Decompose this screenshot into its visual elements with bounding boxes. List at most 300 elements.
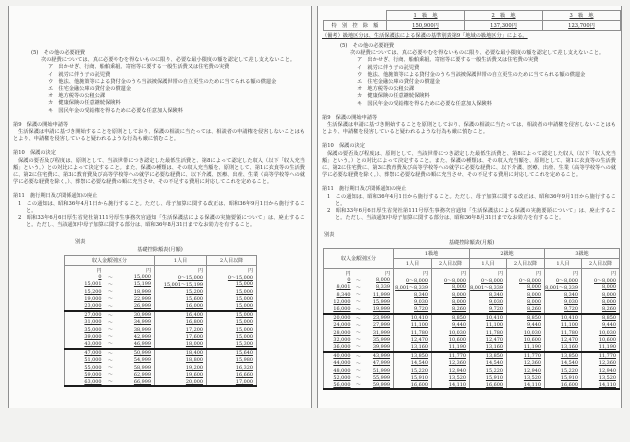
- grade3-second-person: 8,000: [582, 291, 620, 298]
- deduction-row: [65, 326, 257, 333]
- income-from: 48,000: [333, 367, 351, 374]
- tilde: 〜: [356, 277, 361, 284]
- appendix-old: [13, 239, 305, 387]
- deduction-row: [324, 322, 620, 329]
- grade1-first-person: 0〜8,000: [394, 277, 432, 284]
- grade2-second-person: 11,770: [507, 352, 545, 360]
- income-from: 47,000: [84, 350, 102, 357]
- income-to: 23,999: [372, 315, 391, 322]
- deduction-row: [65, 281, 257, 288]
- grade3-second-person: 13,520: [582, 374, 620, 381]
- grade-header-row: [324, 249, 620, 259]
- grade1-second-person: 14,110: [432, 381, 470, 389]
- corner-cell: [324, 11, 387, 21]
- section-other-expenses: [13, 50, 305, 115]
- grade1-second-person: 11,190: [432, 343, 470, 351]
- body-text-old: [13, 50, 305, 229]
- expense-item: ウ 他法、他施策等による貸付金のうち当該被保護世帯の自立更生のために当てられる額の償還金: [357, 71, 586, 78]
- tilde: 〜: [108, 281, 113, 288]
- income-from: 44,000: [333, 360, 351, 367]
- section-11: [13, 193, 305, 229]
- section-11-item-1: 1 この通知は、昭和36年4月1日から施行すること。ただし、母子加算に関する改正は、昭和36年9月1日から施行すること。: [18, 200, 305, 214]
- grade1-first-person: 12,470: [394, 336, 432, 343]
- grade3-second-person: 9,440: [582, 322, 620, 329]
- tilde: 〜: [356, 337, 361, 344]
- expense-item: エ 住宅金融公庫の貸付金の償還金: [48, 86, 132, 93]
- tilde: 〜: [108, 327, 113, 334]
- item5-title: その他の必要経費: [352, 43, 395, 49]
- grade1-second-person: 8,000: [432, 298, 470, 305]
- unit-yen: 円: [470, 269, 507, 277]
- income-from: 28,000: [333, 329, 351, 336]
- grade1-first-person: 8,001〜8,339: [394, 284, 432, 291]
- grade1-second-person: 13,520: [432, 374, 470, 381]
- special-deduction-grade-1: 150,900円: [387, 21, 465, 31]
- deduction-row: [65, 288, 257, 295]
- deduction-second-person: 15,300: [207, 340, 257, 348]
- grade2-first-person: 14,540: [470, 360, 507, 367]
- tilde: 〜: [108, 350, 113, 357]
- basic-deduction-table-old: [64, 255, 257, 387]
- income-to: 18,999: [133, 288, 152, 295]
- special-deduction-grade-3: 123,700円: [543, 21, 621, 31]
- grade1-second-person: 0〜8,000: [432, 277, 470, 284]
- grade2-second-person: 8,000: [507, 298, 545, 305]
- grade3-first-person: 8,001〜8,339: [545, 284, 582, 291]
- grade3-second-person: 8,850: [582, 314, 620, 322]
- income-from: 36,000: [324, 343, 354, 351]
- deduction-row: [324, 277, 620, 284]
- basic-deduction-table-new: [323, 248, 620, 390]
- table-body: [324, 277, 620, 390]
- unit-row: [324, 269, 620, 277]
- income-to: 35,999: [372, 336, 391, 343]
- deduction-second-person: 17,000: [207, 378, 257, 386]
- table-body: [65, 274, 257, 387]
- appendix-new: [322, 232, 616, 390]
- item5-label: (5): [31, 50, 39, 56]
- income-from: 27,000: [84, 312, 102, 319]
- income-to: 42,999: [133, 333, 152, 340]
- deduction-second-person: 15,000: [207, 311, 257, 319]
- income-from: 15,001: [84, 281, 102, 288]
- tilde: 〜: [108, 334, 113, 341]
- section-10-body: 保護の要否及び程度は、原則として、当該世帯につき認定した最低生活費と、第8によって認定した収入（以下「収入充当額」という。）との対比によって決定すること。また、保護の種類は、その収入充当額を、原則として、第1に衣食等の生活費に、第2に住宅費に、第3に教育費及び高等学校等への就学に必要な経費に、以下介護、医療、出産、生業（高等学校等への就学に必要な経費を除く。）、葬祭に必要な経費の順に充当させ、その不足する費用に対応してこれを定めること。: [13, 157, 305, 186]
- expense-item: オ 地方税等の公租公課: [357, 86, 415, 93]
- item5-label: (5): [340, 43, 348, 49]
- special-deduction-table: [323, 10, 621, 31]
- grade2-second-person: 8,260: [507, 305, 545, 313]
- tilde: 〜: [356, 368, 361, 374]
- tilde: 〜: [105, 302, 117, 310]
- grade1-second-person: 8,850: [432, 314, 470, 322]
- grade2-first-person: 9,030: [470, 298, 507, 305]
- expense-item: オ 地方税等の公租公課: [48, 93, 106, 100]
- grade3-first-person: 13,160: [545, 343, 582, 351]
- income-to: 11,999: [372, 291, 391, 298]
- income-to: 46,999: [117, 340, 155, 348]
- deduction-first-person: 0〜15,000: [155, 274, 207, 281]
- grade2-second-person: 10,600: [507, 336, 545, 343]
- grade1-second-person: 10,030: [432, 329, 470, 336]
- header-first-person: 1人目: [470, 259, 507, 269]
- income-to: 22,999: [133, 295, 152, 302]
- item5-title: その他の必要経費: [43, 50, 86, 56]
- grade2-first-person: 10,410: [470, 314, 507, 322]
- deduction-row: [324, 284, 620, 291]
- deduction-second-person: 15,000: [207, 281, 257, 288]
- deduction-second-person: 15,000: [207, 302, 257, 310]
- grade3-first-person: 9,030: [545, 298, 582, 305]
- grade3-second-person: 12,360: [582, 360, 620, 367]
- income-to: 55,999: [372, 374, 391, 381]
- income-from: 43,000: [65, 340, 105, 348]
- tilde: 〜: [356, 330, 361, 337]
- deduction-first-person: 20,000: [155, 378, 207, 386]
- deduction-row: [65, 319, 257, 326]
- grade2-second-person: 8,000: [507, 284, 545, 291]
- section-11-item-2: 2 昭和33年6月6日厚生省発社第111号厚生事務次官通知「生活保護法による保護の実施要領について」は、廃止すること。ただし、当該通知中母子加算に関する部分は、昭和36年8月31日までなお効力を有すること。: [327, 208, 616, 222]
- income-from: 39,000: [84, 333, 102, 340]
- deduction-row: [324, 374, 620, 381]
- section-9-title: 第9 保護の開始申請等: [13, 121, 69, 128]
- income-from: 24,000: [333, 322, 351, 329]
- income-from: 23,000: [65, 302, 105, 310]
- expense-item: カ 健康保険の任意継続保険料: [48, 100, 121, 107]
- deduction-second-person: 15,640: [207, 349, 257, 357]
- income-to: 66,999: [117, 378, 155, 386]
- grade3-first-person: 0〜8,000: [545, 277, 582, 284]
- grade2-second-person: 14,110: [507, 381, 545, 389]
- special-deduction-row: [324, 21, 621, 31]
- grade1-first-person: 15,910: [394, 374, 432, 381]
- deduction-first-person: 15,001〜15,199: [155, 281, 207, 288]
- deduction-row: [324, 343, 620, 351]
- grade3-second-person: 8,000: [582, 298, 620, 305]
- deduction-row: [65, 371, 257, 378]
- income-from: 0: [98, 274, 102, 281]
- header-first-person: 1人目: [155, 256, 207, 266]
- grade2-first-person: 13,160: [470, 343, 507, 351]
- tilde: 〜: [356, 375, 361, 382]
- section-9-body: 生活保護は申請に基づき開始することを原則としており、保護の相談に当たっては、相談者の申請権を侵害しないことはもとより、申請権を侵害していると疑われるような行為も厳に慎むこと。: [13, 129, 305, 143]
- tilde: 〜: [356, 284, 361, 291]
- income-to: 30,999: [133, 312, 152, 319]
- income-from: 19,000: [84, 295, 102, 302]
- tilde: 〜: [108, 274, 113, 281]
- deduction-row: [65, 311, 257, 319]
- income-to: 43,999: [372, 353, 391, 360]
- body-text-new: [322, 43, 616, 222]
- header-row: [65, 256, 257, 266]
- deduction-first-person: 16,000: [155, 302, 207, 310]
- deduction-row: [65, 364, 257, 371]
- expense-item-list: [322, 57, 616, 107]
- grade3-second-person: 8,260: [582, 305, 620, 313]
- grade3-second-person: 11,190: [582, 343, 620, 351]
- grade2-first-person: 11,100: [470, 322, 507, 329]
- item5-intro: 次の経費については、真に必要やむを得ないものに限り、必要な最小限度の額を認定して差し支えないこと。: [350, 50, 605, 57]
- grade3-second-person: 0〜8,000: [582, 277, 620, 284]
- deduction-second-person: 15,000: [207, 333, 257, 340]
- deduction-first-person: 16,400: [155, 311, 207, 319]
- tilde: 〜: [356, 299, 361, 306]
- section-11-item-1: 1 この通知は、昭和36年4月1日から施行すること。ただし、母子加算に関する改正は、昭和36年9月1日から施行すること。: [327, 193, 616, 207]
- grade1-first-person: 9,030: [394, 298, 432, 305]
- deduction-row: [324, 360, 620, 367]
- grade2-second-person: 13,520: [507, 374, 545, 381]
- grade1-first-person: 14,540: [394, 360, 432, 367]
- grade2-second-person: 8,000: [507, 291, 545, 298]
- income-from: 20,000: [333, 315, 351, 322]
- grade3-second-person: 8,000: [582, 284, 620, 291]
- grade1-first-person: 13,160: [394, 343, 432, 351]
- deduction-table-title: 基礎控除額表(月額): [137, 247, 183, 254]
- tilde: 〜: [356, 353, 361, 360]
- grade1-first-person: 10,410: [394, 314, 432, 322]
- income-to: 15,999: [372, 298, 391, 305]
- tilde: 〜: [354, 381, 364, 389]
- tilde: 〜: [354, 343, 364, 351]
- grade3-second-person: 10,600: [582, 336, 620, 343]
- grade2-first-person: 8,001〜8,339: [470, 284, 507, 291]
- income-to: 8,339: [376, 284, 391, 291]
- tilde: 〜: [356, 292, 361, 299]
- grade3-second-person: 10,030: [582, 329, 620, 336]
- grade2-first-person: 12,470: [470, 336, 507, 343]
- expense-item: イ 就労に伴う子の託児費: [48, 71, 111, 78]
- grade1-first-person: 11,780: [394, 329, 432, 336]
- appendix-label: 別表: [75, 239, 86, 246]
- grade2-second-person: 12,360: [507, 360, 545, 367]
- unit-yen: 円: [432, 269, 470, 277]
- deduction-row: [65, 349, 257, 357]
- unit-yen: 円: [345, 270, 351, 277]
- deduction-second-person: 0〜15,000: [207, 274, 257, 281]
- grade1-second-person: 8,260: [432, 305, 470, 313]
- grade1-first-person: 9,720: [394, 305, 432, 313]
- grade2-second-person: 0〜8,000: [507, 277, 545, 284]
- header-first-person: 1人目: [545, 259, 582, 269]
- deduction-first-person: 17,200: [155, 326, 207, 333]
- grade-3-header: 3級地: [545, 249, 620, 259]
- deduction-second-person: 15,980: [207, 357, 257, 364]
- deduction-row: [65, 274, 257, 281]
- unit-yen: 円: [146, 267, 152, 274]
- deduction-first-person: 15,200: [155, 288, 207, 295]
- deduction-first-person: 17,600: [155, 333, 207, 340]
- income-from: 59,000: [84, 371, 102, 378]
- unit-yen: 円: [207, 266, 257, 274]
- grade1-first-person: 8,340: [394, 291, 432, 298]
- header-second-person: 2人目以降: [507, 259, 545, 269]
- section-11: [322, 186, 616, 222]
- grade-1-header: 1級地: [394, 249, 470, 259]
- special-deduction-grade-2: 137,300円: [465, 21, 543, 31]
- income-from: 35,000: [84, 326, 102, 333]
- income-to: 62,999: [133, 371, 152, 378]
- income-from: 16,000: [324, 305, 354, 313]
- income-from: 8,001: [336, 284, 351, 291]
- income-from: 12,000: [333, 298, 351, 305]
- deduction-second-person: 15,000: [207, 288, 257, 295]
- section-10: [322, 143, 616, 179]
- section-9: [13, 122, 305, 144]
- grade2-first-person: 0〜8,000: [470, 277, 507, 284]
- tilde: 〜: [108, 357, 113, 364]
- income-from: 40,000: [333, 353, 351, 360]
- section-9: [322, 115, 616, 137]
- grade2-first-person: 13,850: [470, 352, 507, 360]
- deduction-first-person: 18,400: [155, 349, 207, 357]
- grade3-first-person: 10,410: [545, 314, 582, 322]
- grade1-second-person: 10,600: [432, 336, 470, 343]
- header-income-range: 収入金額別区分: [324, 249, 394, 269]
- income-to: 38,999: [133, 326, 152, 333]
- header-first-person: 1人目: [394, 259, 432, 269]
- tilde: 〜: [356, 360, 361, 367]
- income-from: 31,000: [84, 319, 102, 326]
- income-from: 52,000: [333, 374, 351, 381]
- tilde: 〜: [108, 372, 113, 379]
- income-to: 19,999: [364, 305, 394, 313]
- tilde: 〜: [108, 365, 113, 371]
- grade-1-header: 1 級 地: [387, 11, 465, 21]
- deduction-first-person: 15,600: [155, 295, 207, 302]
- grade2-second-person: 8,850: [507, 314, 545, 322]
- income-from: 8,340: [336, 291, 351, 298]
- expense-item: ア 出かせぎ、行商、船舶乗組、寄宿等に要する一般生活費又は住宅費の実費: [48, 64, 230, 71]
- deduction-row: [65, 295, 257, 302]
- grade2-first-person: 8,340: [470, 291, 507, 298]
- grade3-second-person: 14,110: [582, 381, 620, 389]
- grade1-second-person: 11,770: [432, 352, 470, 360]
- unit-row: [65, 266, 257, 274]
- grade2-first-person: 15,910: [470, 374, 507, 381]
- deduction-row: [324, 329, 620, 336]
- grade2-first-person: 16,600: [470, 381, 507, 389]
- deduction-row: [324, 314, 620, 322]
- section-other-expenses: [322, 43, 616, 108]
- grade1-first-person: 11,100: [394, 322, 432, 329]
- tilde: 〜: [105, 340, 117, 348]
- unit-yen: 円: [96, 267, 102, 274]
- grade2-second-person: 10,030: [507, 329, 545, 336]
- income-from: 56,000: [324, 381, 354, 389]
- grade3-first-person: 15,910: [545, 374, 582, 381]
- income-from: 63,000: [65, 378, 105, 386]
- grade3-first-person: 14,540: [545, 360, 582, 367]
- income-to: 26,999: [117, 302, 155, 310]
- deduction-first-person: 18,800: [155, 357, 207, 364]
- section-10-title: 第10 保護の決定: [13, 150, 56, 157]
- income-to: 15,000: [133, 274, 152, 281]
- income-to: 59,999: [364, 381, 394, 389]
- section-11-title: 第11 施行期日及び関係通知の廃止: [13, 193, 98, 200]
- grade1-first-person: 15,220: [394, 367, 432, 374]
- deduction-row: [324, 336, 620, 343]
- grade-2-header: 2 級 地: [465, 11, 543, 21]
- grade2-second-person: 11,190: [507, 343, 545, 351]
- grade3-first-person: 11,100: [545, 322, 582, 329]
- page-old-version: [8, 6, 312, 408]
- expense-item: ア 出かせぎ、行商、船舶乗組、寄宿等に要する一般生活費又は住宅費の実費: [357, 57, 539, 64]
- grade-header-row: [324, 11, 621, 21]
- deduction-row: [65, 340, 257, 348]
- deduction-table-title: 基礎控除額表(月額): [448, 240, 495, 247]
- header-second-person: 2人目以降: [432, 259, 470, 269]
- page-new-version: [317, 6, 622, 408]
- expense-item: エ 住宅金融公庫の貸付金の償還金: [357, 79, 441, 86]
- grade2-first-person: 9,720: [470, 305, 507, 313]
- grade3-first-person: 9,720: [545, 305, 582, 313]
- item5-intro: 次の経費については、真に必要やむを得ないものに限り、必要な最小限度の額を認定して差し支えないこと。: [41, 57, 296, 64]
- income-to: 51,999: [372, 367, 391, 374]
- deduction-second-person: 15,000: [207, 295, 257, 302]
- deduction-second-person: 15,000: [207, 319, 257, 326]
- expense-item: ウ 他法、他施策等による貸付金のうち当該被保護世帯の自立更生のために当てられる額の償還金: [48, 78, 277, 85]
- deduction-row: [324, 298, 620, 305]
- section-11-title: 第11 施行期日及び関係通知の廃止: [322, 186, 407, 193]
- tilde: 〜: [354, 305, 364, 313]
- deduction-row: [324, 291, 620, 298]
- income-to: 54,999: [133, 357, 152, 364]
- deduction-second-person: 16,660: [207, 371, 257, 378]
- grade-2-header: 2級地: [470, 249, 545, 259]
- deduction-second-person: 15,000: [207, 326, 257, 333]
- expense-item: カ 健康保険の任意継続保険料: [357, 93, 430, 100]
- section-10-body: 保護の要否及び程度は、原則として、当該世帯につき認定した最低生活費と、第8によって認定した収入（以下「収入充当額」という。）との対比によって決定すること。また、保護の種類は、その収入充当額を、原則として、第1に衣食等の生活費に、第2に住宅費に、第3に教育費及び高等学校等への就学に必要な経費に、以下介護、医療、出産、生業（高等学校等への就学に必要な経費を除く。）、葬祭に必要な経費の順に充当させ、その不足する費用に対応してこれを定めること。: [322, 150, 616, 179]
- income-from: 15,200: [84, 288, 102, 295]
- deduction-row: [324, 352, 620, 360]
- income-to: 47,999: [372, 360, 391, 367]
- income-to: 39,999: [364, 343, 394, 351]
- grade3-first-person: 11,780: [545, 329, 582, 336]
- unit-yen: 円: [582, 269, 620, 277]
- grade1-first-person: 16,600: [394, 381, 432, 389]
- tilde: 〜: [356, 322, 361, 329]
- income-from: 55,000: [84, 364, 102, 371]
- special-deduction-label: 特 別 控 除 額: [324, 21, 387, 31]
- deduction-first-person: 19,600: [155, 371, 207, 378]
- unit-yen: 円: [507, 269, 545, 277]
- grade2-first-person: 11,780: [470, 329, 507, 336]
- grade3-first-person: 8,340: [545, 291, 582, 298]
- grade3-second-person: 11,770: [582, 352, 620, 360]
- deduction-row: [65, 378, 257, 386]
- deduction-second-person: 16,320: [207, 364, 257, 371]
- grade1-second-person: 12,360: [432, 360, 470, 367]
- grade2-second-person: 9,440: [507, 322, 545, 329]
- deduction-first-person: 16,800: [155, 319, 207, 326]
- deduction-first-person: 18,000: [155, 340, 207, 348]
- tilde: 〜: [108, 319, 113, 326]
- income-to: 31,999: [372, 329, 391, 336]
- deduction-row: [324, 305, 620, 313]
- header-income-range: 収入金額別区分: [65, 256, 155, 266]
- grade1-second-person: 12,940: [432, 367, 470, 374]
- grade3-first-person: 16,600: [545, 381, 582, 389]
- unit-yen: 円: [394, 269, 432, 277]
- grade3-second-person: 12,940: [582, 367, 620, 374]
- deduction-row: [65, 302, 257, 310]
- expense-item: キ 国民年金の受給権を得るために必要な任意加入保険料: [48, 107, 183, 114]
- grade1-first-person: 13,850: [394, 352, 432, 360]
- tilde: 〜: [108, 289, 113, 296]
- expense-item: キ 国民年金の受給権を得るために必要な任意加入保険料: [357, 100, 492, 107]
- expense-item-list: [13, 64, 305, 114]
- unit-yen: 円: [545, 269, 582, 277]
